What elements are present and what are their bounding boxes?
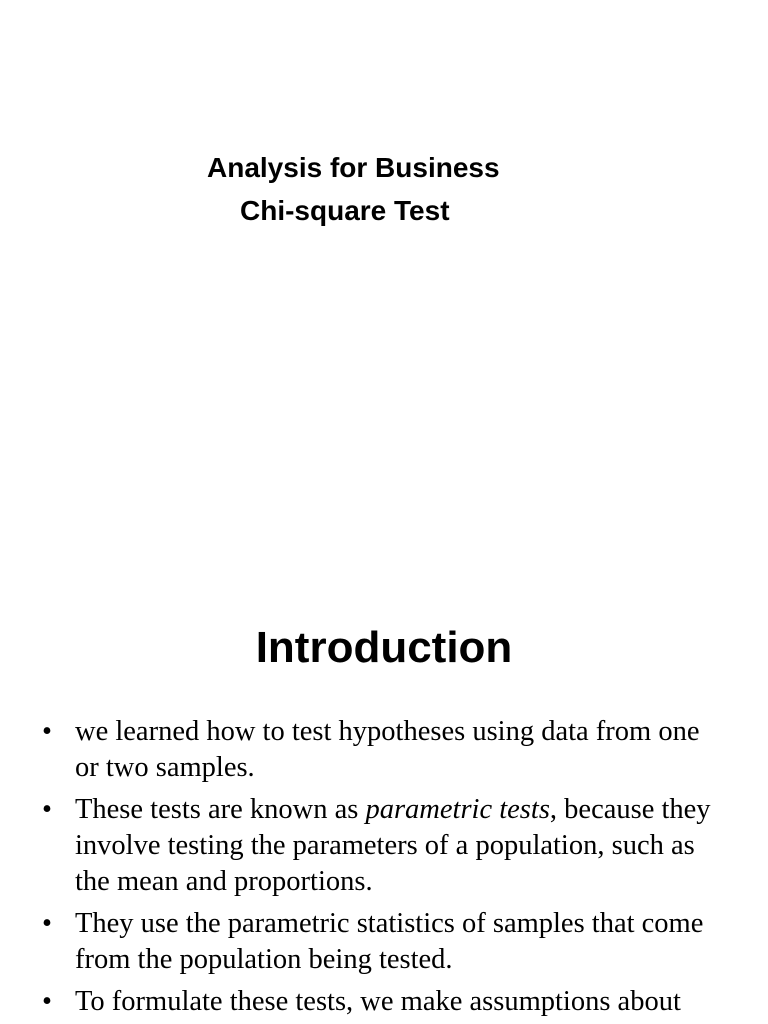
bullet-text-before: These tests are known as: [75, 794, 366, 825]
bullet-item: [0, 714, 768, 786]
bullet-marker: •: [42, 908, 52, 939]
title-line-2: Chi-square Test: [240, 195, 450, 226]
bullet-marker: •: [42, 794, 52, 825]
bullet-item: [0, 792, 768, 900]
bullet-marker: •: [42, 716, 52, 747]
bullet-text-italic: parametric tests: [365, 794, 550, 825]
bullet-item: [0, 906, 768, 978]
bullet-item: [0, 984, 768, 1020]
bullet-text: They use the parametric statistics of samples that come from the population being tested.: [75, 908, 704, 975]
bullet-text: we learned how to test hypotheses using data from one or two samples.: [75, 716, 700, 783]
bullet-marker: •: [42, 986, 52, 1017]
bullet-list: [0, 714, 768, 1024]
title-line-1: Analysis for Business: [207, 152, 500, 183]
section-heading: Introduction: [255, 623, 513, 672]
bullet-text: To formulate these tests, we make assumptions about: [75, 986, 681, 1017]
bullet-text-after: , because they involve testing the parameters of a population, such as the mean and proportions.: [75, 794, 711, 897]
